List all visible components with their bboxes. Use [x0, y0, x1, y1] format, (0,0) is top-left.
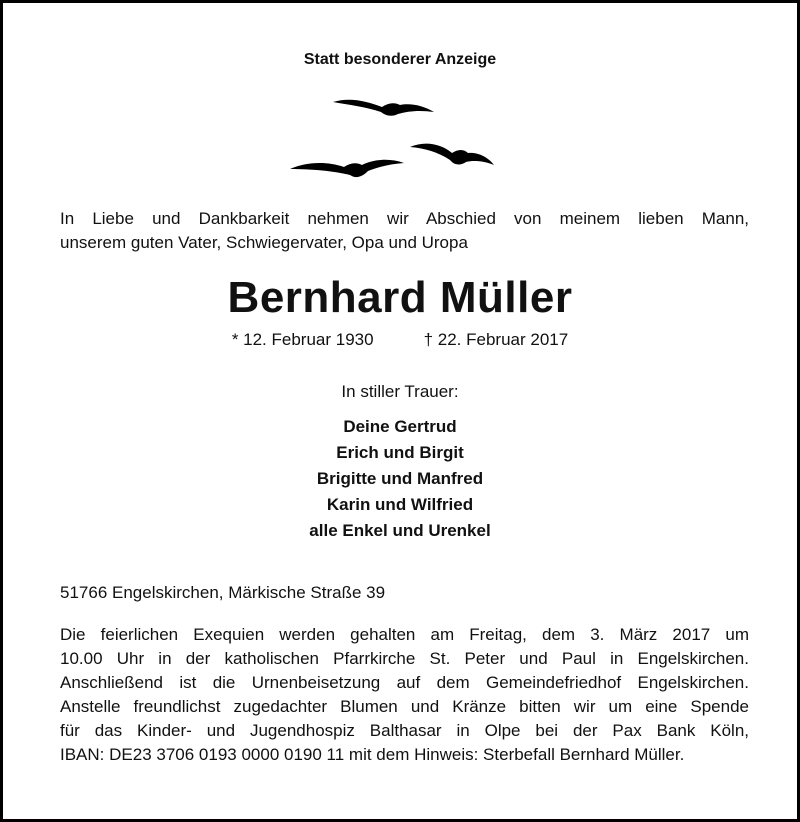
intro-text — [60, 207, 749, 255]
service-line: Die feierlichen Exequien werden gehalten am Freitag, dem 3. März 2017 um — [60, 625, 749, 644]
intro-line-2: unserem guten Vater, Schwiegervater, Opa und Uropa — [60, 233, 468, 252]
mourner: Erich und Birgit — [336, 443, 464, 462]
service-details — [60, 623, 749, 767]
notice-header: Statt besonderer Anzeige — [303, 51, 497, 68]
birth-date: * 12. Februar 1930 — [231, 330, 374, 349]
mourner: alle Enkel und Urenkel — [309, 521, 491, 540]
mourner: Deine Gertrud — [343, 417, 457, 436]
birds-icon — [288, 95, 528, 187]
intro-line-1: In Liebe und Dankbarkeit nehmen wir Abschied von meinem lieben Mann, — [60, 209, 749, 228]
mourner: Karin und Wilfried — [326, 495, 474, 514]
mourners-list — [3, 414, 797, 544]
mourner: Brigitte und Manfred — [316, 469, 484, 488]
mourning-heading: In stiller Trauer: — [341, 382, 459, 401]
death-date: † 22. Februar 2017 — [423, 330, 569, 349]
service-line: für das Kinder- und Jugendhospiz Balthasar in Olpe bei der Pax Bank Köln, — [60, 721, 749, 740]
service-line: Anstelle freundlichst zugedachter Blumen und Kränze bitten wir um eine Spende — [60, 697, 749, 716]
service-line: IBAN: DE23 3706 0193 0000 0190 11 mit dem Hinweis: Sterbefall Bernhard Müller. — [60, 745, 685, 764]
service-line: 10.00 Uhr in der katholischen Pfarrkirche St. Peter und Paul in Engelskirchen. — [60, 649, 749, 668]
life-dates — [3, 330, 797, 350]
service-line: Anschließend ist die Urnenbeisetzung auf dem Gemeindefriedhof Engelskirchen. — [60, 673, 749, 692]
deceased-name: Bernhard Müller — [227, 273, 573, 322]
family-address: 51766 Engelskirchen, Märkische Straße 39 — [60, 583, 386, 602]
